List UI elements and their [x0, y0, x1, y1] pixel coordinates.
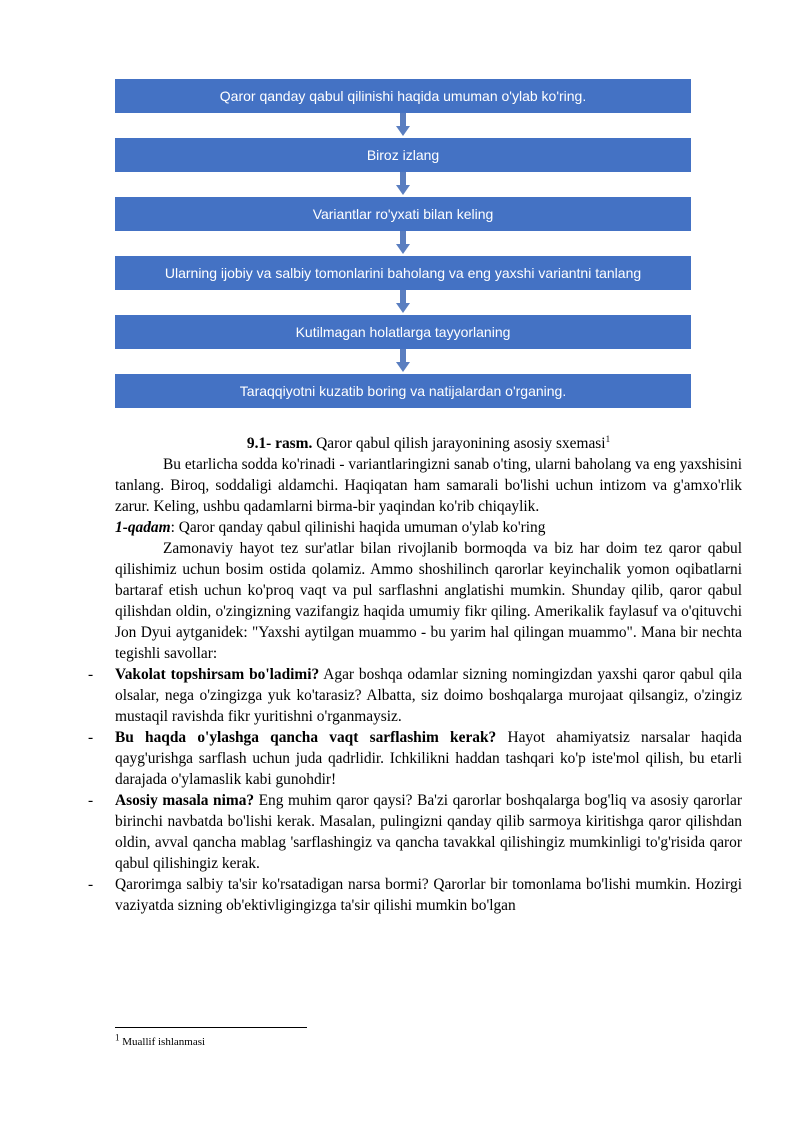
list-item-question: Vakolat topshirsam bo'ladimi? — [115, 666, 320, 683]
list-dash: - — [88, 876, 94, 893]
list-item-text: Agar boshqa odamlar sizning nomingizdan yaxshi qaror qabul qila olsalar, nega o'zingizga yuk ko'tarasiz? Albatta, siz doimo boshqalarga murojaat qilsangiz, o'zingiz mustaqil ravishda fikr yuritishni o'rganmaysiz. — [115, 666, 742, 725]
down-arrow-icon — [396, 231, 410, 256]
list-item-text: Hayot ahamiyatsiz narsalar haqida qayg'urishga sarflash uchun juda qadrlidir. Ichkilikni haddan tashqari ko'p iste'mol qilish, bu etarli darajada o'ylamaslik kabi gunohdir! — [115, 729, 742, 788]
list-item — [88, 790, 742, 874]
footnote — [115, 1032, 206, 1048]
list-item-text: Eng muhim qaror qaysi? Ba'zi qarorlar boshqalarga bog'liq va asosiy qarorlar birinchi navbatda bo'lishi kerak. Masalan, pulingizni qanday qilib sarmoya kiritishga qaror qilishdan oldin, avval qancha mablag 'sarflashingiz va qancha tavakkal qilishingiz mumkinligi to'g'risida qaror qabul qilishingiz kerak. — [115, 792, 742, 872]
decision-flowchart — [115, 79, 691, 408]
figure-caption — [115, 433, 742, 454]
flow-step-4 — [115, 256, 691, 290]
list-item — [88, 664, 742, 727]
step-label: 1-qadam — [115, 519, 171, 536]
step-heading-text: : Qaror qanday qabul qilinishi haqida umuman o'ylab ko'ring — [170, 519, 546, 536]
figure-label: 9.1- rasm. — [246, 435, 313, 452]
list-item-question: Bu haqda o'ylashga qancha vaqt sarflashim kerak? — [115, 729, 497, 746]
flow-step-3 — [115, 197, 691, 231]
step-heading — [115, 517, 742, 538]
list-dash: - — [88, 666, 94, 683]
list-item-question: Asosiy masala nima? — [115, 792, 255, 809]
list-item-text: Qarorimga salbiy ta'sir ko'rsatadigan narsa bormi? Qarorlar bir tomonlama bo'lishi mumkin. Hozirgi vaziyatda sizning ob'ektivligingizga ta'sir qilishi mumkin bo'lgan — [115, 876, 742, 914]
flow-step-label: Biroz izlang — [366, 147, 440, 163]
down-arrow-icon — [396, 290, 410, 315]
list-item — [88, 874, 742, 916]
down-arrow-icon — [396, 113, 410, 138]
footnote-ref: 1 — [605, 433, 611, 444]
figure-caption-text: Qaror qabul qilish jarayonining asosiy sxemasi — [312, 435, 606, 452]
flow-step-1 — [115, 79, 691, 113]
flow-step-6 — [115, 374, 691, 408]
body-paragraph: Zamonaviy hayot tez sur'atlar bilan rivojlanib bormoqda va biz har doim tez qaror qabul qilishimiz uchun bosim ostida qolamiz. Ammo shoshilinch qarorlar keyinchalik yomon oqibatlarni bartaraf etish uchun ko'proq vaqt va pul sarflashni anglatishi mumkin. Shunday qilib, qaror qabul qilishdan oldin, o'zingizning vazifangiz haqida umumiy fikr qiling. Amerikalik faylasuf va o'qituvchi Jon Dyui aytganidek: "Yaxshi aytilgan muammo - bu yarim hal qilingan muammo". Mana bir nechta tegishli savollar: — [115, 540, 742, 662]
list-item — [88, 727, 742, 790]
flow-step-label: Variantlar ro'yxati bilan keling — [312, 206, 494, 222]
flow-step-label: Ularning ijobiy va salbiy tomonlarini baholang va eng yaxshi variantni tanlang — [164, 265, 642, 281]
down-arrow-icon — [396, 349, 410, 374]
footnote-number: 1 — [115, 1032, 120, 1043]
flow-step-label: Kutilmagan holatlarga tayyorlaning — [295, 324, 511, 340]
body-text — [88, 454, 742, 916]
flow-step-2 — [115, 138, 691, 172]
intro-paragraph: Bu etarlicha sodda ko'rinadi - variantlaringizni sanab o'ting, ularni baholang va eng yaxshisini tanlang. Biroq, soddaligi aldamchi. Haqiqatan ham samarali bo'lishi uchun intizom va g'amxo'rlik zarur. Keling, ushbu qadamlarni birma-bir yaqindan ko'rib chiqaylik. — [115, 456, 742, 515]
list-dash: - — [88, 792, 94, 809]
footnote-divider — [115, 1027, 307, 1028]
down-arrow-icon — [396, 172, 410, 197]
flow-step-5 — [115, 315, 691, 349]
flow-step-label: Qaror qanday qabul qilinishi haqida umuman o'ylab ko'ring. — [219, 88, 587, 104]
footnote-text: Muallif ishlanmasi — [119, 1036, 206, 1048]
list-dash: - — [88, 729, 94, 746]
flow-step-label: Taraqqiyotni kuzatib boring va natijalardan o'rganing. — [239, 383, 567, 399]
